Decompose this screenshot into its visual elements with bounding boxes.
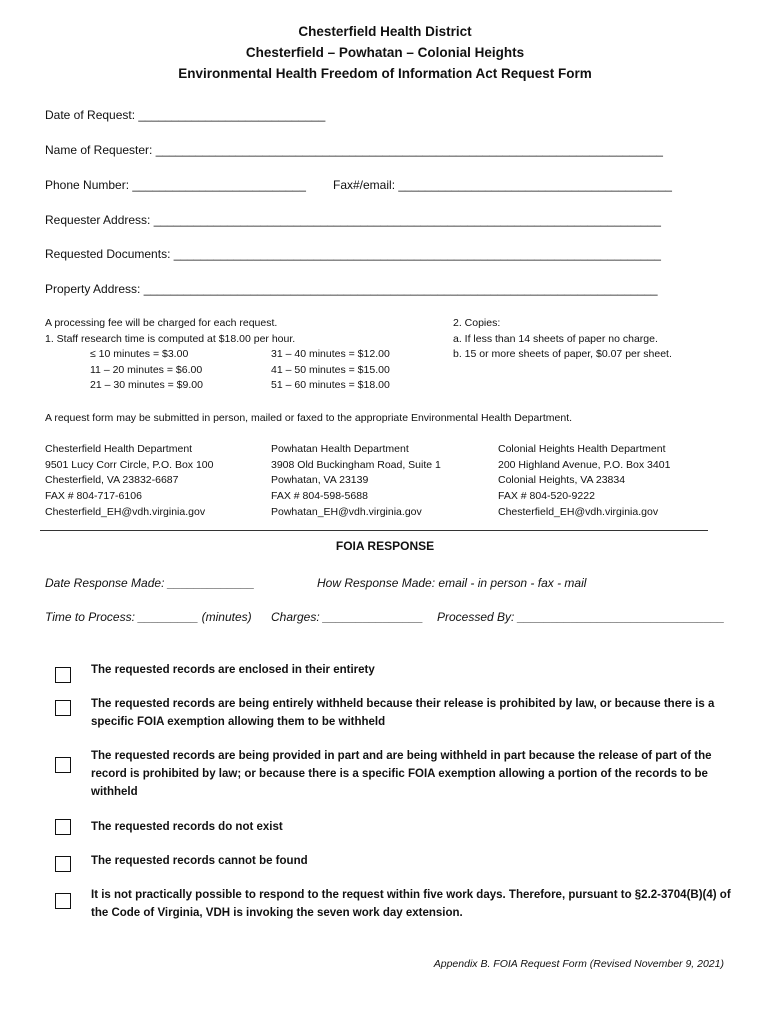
dept-address1: 3908 Old Buckingham Road, Suite 1 [271, 458, 441, 471]
header-form-title: Environmental Health Freedom of Information Act Request Form [178, 66, 592, 81]
submission-note: A request form may be submitted in person, mailed or faxed to the appropriate Environmental Health Department. [45, 412, 573, 424]
fee-intro: A processing fee will be charged for each request. [45, 317, 278, 329]
research-fee: 1. Staff research time is computed at $18.00 per hour. [45, 333, 296, 345]
rate-row: 51 – 60 minutes = $18.00 [271, 379, 390, 392]
option-checkbox-withheld[interactable] [55, 700, 71, 716]
dept-address2: Powhatan, VA 23139 [271, 474, 369, 487]
rate-row: 21 – 30 minutes = $9.00 [90, 379, 203, 392]
option-label-not-exist: The requested records do not exist [91, 821, 283, 833]
dept-name: Powhatan Health Department [271, 443, 409, 455]
option-checkbox-not-exist[interactable] [55, 819, 71, 835]
dept-email[interactable]: Chesterfield_EH@vdh.virginia.gov [498, 505, 659, 518]
department-colonial-heights [498, 442, 670, 520]
section-divider [40, 530, 708, 531]
department-chesterfield [45, 442, 213, 520]
dept-address1: 200 Highland Avenue, P.O. Box 3401 [498, 458, 671, 471]
time-to-process-field[interactable]: Time to Process: _________ (minutes) [45, 610, 252, 624]
how-response-made-field[interactable]: How Response Made: email - in person - fax - mail [317, 576, 587, 590]
option-label-partial: The requested records are being provided in part and are being withheld in part because the release of part of the record is prohibited by law; or because there is a specific FOIA exemption allowing a portion of the records to be withheld [91, 750, 712, 798]
rate-row: 31 – 40 minutes = $12.00 [271, 348, 390, 360]
dept-address1: 9501 Lucy Corr Circle, P.O. Box 100 [45, 458, 214, 471]
dept-address2: Chesterfield, VA 23832-6687 [45, 474, 179, 487]
rate-row: 11 – 20 minutes = $6.00 [90, 363, 203, 376]
dept-name: Colonial Heights Health Department [498, 443, 666, 455]
rate-row: 41 – 50 minutes = $15.00 [271, 363, 390, 376]
rate-row: ≤ 10 minutes = $3.00 [90, 348, 189, 360]
charges-field[interactable]: Charges: _______________ [271, 610, 424, 624]
option-checkbox-enclosed[interactable] [55, 667, 71, 683]
dept-fax: FAX # 804-598-5688 [271, 490, 368, 503]
processed-by-field[interactable]: Processed By: _______________________________ [437, 610, 725, 624]
dept-fax: FAX # 804-717-6106 [45, 490, 142, 503]
rates-right [271, 347, 390, 394]
option-label-enclosed: The requested records are enclosed in their entirety [91, 664, 375, 676]
dept-name: Chesterfield Health Department [45, 443, 193, 455]
phone-number-field[interactable]: Phone Number: __________________________ [45, 178, 306, 192]
copies-b: b. 15 or more sheets of paper, $0.07 per sheet. [453, 348, 672, 360]
copies-a: a. If less than 14 sheets of paper no charge. [453, 333, 658, 345]
department-powhatan [271, 442, 441, 520]
date-of-request-field[interactable]: Date of Request: ____________________________ [45, 108, 326, 122]
option-checkbox-not-found[interactable] [55, 856, 71, 872]
header-localities: Chesterfield – Powhatan – Colonial Heights [245, 45, 525, 60]
option-checkbox-extension[interactable] [55, 893, 71, 909]
dept-email[interactable]: Chesterfield_EH@vdh.virginia.gov [45, 505, 206, 518]
footer-note: Appendix B. FOIA Request Form (Revised November 9, 2021) [433, 958, 724, 970]
option-label-extension: It is not practically possible to respond to the request within five work days. Therefore, pursuant to §2.2-3704(B)(4) of the Code of Virginia, VDH is invoking the seven work day extension. [91, 889, 731, 919]
fax-email-field[interactable]: Fax#/email: _________________________________________ [333, 178, 672, 192]
rates-left [90, 347, 203, 394]
foia-response-title: FOIA RESPONSE [335, 539, 435, 553]
option-checkbox-partial[interactable] [55, 757, 71, 773]
requested-documents-field[interactable]: Requested Documents: _________________________________________________________________________ [45, 247, 661, 261]
property-address-field[interactable]: Property Address: _____________________________________________________________________________ [45, 282, 658, 296]
dept-fax: FAX # 804-520-9222 [498, 490, 595, 503]
name-of-requester-field[interactable]: Name of Requester: ____________________________________________________________________________ [45, 143, 663, 157]
dept-email[interactable]: Powhatan_EH@vdh.virginia.gov [271, 505, 422, 518]
option-label-withheld: The requested records are being entirely withheld because their release is prohibited by law, or because there is a specific FOIA exemption allowing them to be withheld [91, 698, 715, 728]
copies-title: 2. Copies: [453, 317, 501, 329]
header-district: Chesterfield Health District [298, 24, 472, 39]
option-label-not-found: The requested records cannot be found [91, 855, 308, 867]
requester-address-field[interactable]: Requester Address: ____________________________________________________________________________ [45, 213, 661, 227]
date-response-made-field[interactable]: Date Response Made: _____________ [45, 576, 255, 590]
dept-address2: Colonial Heights, VA 23834 [498, 474, 626, 487]
